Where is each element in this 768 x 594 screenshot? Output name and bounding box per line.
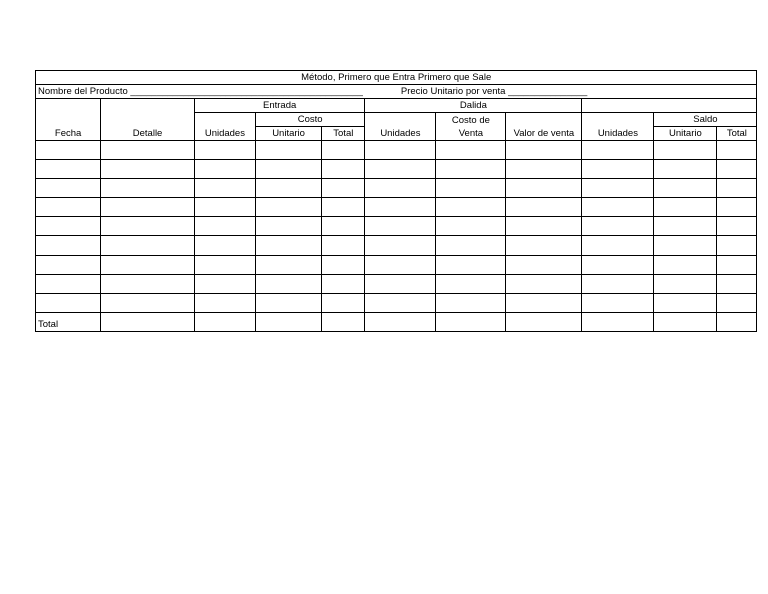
- total-cell[interactable]: [365, 312, 436, 331]
- table-cell[interactable]: [582, 293, 654, 312]
- table-cell[interactable]: [36, 179, 101, 198]
- entrada-total-header: Total: [322, 127, 365, 141]
- table-cell[interactable]: [654, 179, 717, 198]
- salida-unidades-header-mid: [365, 113, 436, 127]
- table-cell[interactable]: [36, 160, 101, 179]
- table-cell[interactable]: [506, 198, 582, 217]
- table-row: [36, 179, 757, 198]
- total-row-label: Total: [36, 312, 101, 331]
- table-cell[interactable]: [506, 160, 582, 179]
- table-cell[interactable]: [365, 217, 436, 236]
- table-row: [36, 255, 757, 274]
- table-cell[interactable]: [436, 160, 506, 179]
- salida-valor-venta-header-mid: [506, 113, 582, 127]
- table-cell[interactable]: [101, 236, 195, 255]
- fecha-header-mid: [36, 113, 101, 127]
- table-cell[interactable]: [101, 255, 195, 274]
- table-cell[interactable]: [194, 293, 255, 312]
- table-cell[interactable]: [717, 236, 757, 255]
- table-row: [36, 217, 757, 236]
- saldo-total-header: Total: [717, 127, 757, 141]
- saldo-group-header: Saldo: [654, 113, 757, 127]
- table-cell[interactable]: [436, 141, 506, 160]
- table-cell[interactable]: [582, 179, 654, 198]
- table-cell[interactable]: [717, 141, 757, 160]
- salida-valor-venta-header: Valor de venta: [506, 127, 582, 141]
- entrada-costo-header: Costo: [255, 113, 364, 127]
- table-cell[interactable]: [194, 179, 255, 198]
- entrada-unitario-header: Unitario: [255, 127, 321, 141]
- table-row: [36, 141, 757, 160]
- table-cell[interactable]: [322, 141, 365, 160]
- table-cell[interactable]: [194, 274, 255, 293]
- total-cell[interactable]: [582, 312, 654, 331]
- table-cell[interactable]: [194, 160, 255, 179]
- table-cell[interactable]: [194, 217, 255, 236]
- detalle-header-mid: [101, 113, 195, 127]
- table-cell[interactable]: [582, 255, 654, 274]
- table-cell[interactable]: [582, 141, 654, 160]
- table-cell[interactable]: [36, 141, 101, 160]
- detalle-header-top: [101, 99, 195, 113]
- table-cell[interactable]: [194, 236, 255, 255]
- table-cell[interactable]: [654, 255, 717, 274]
- total-cell[interactable]: [101, 312, 195, 331]
- table-cell[interactable]: [36, 293, 101, 312]
- total-cell[interactable]: [255, 312, 321, 331]
- table-cell[interactable]: [654, 236, 717, 255]
- table-cell[interactable]: [101, 293, 195, 312]
- page-title: Método, Primero que Entra Primero que Sale: [36, 71, 757, 85]
- table-cell[interactable]: [322, 198, 365, 217]
- table-cell[interactable]: [436, 274, 506, 293]
- table-cell[interactable]: [322, 274, 365, 293]
- table-cell[interactable]: [36, 255, 101, 274]
- table-cell[interactable]: [717, 293, 757, 312]
- table-cell[interactable]: [436, 293, 506, 312]
- table-cell[interactable]: [255, 236, 321, 255]
- table-cell[interactable]: [101, 141, 195, 160]
- table-cell[interactable]: [322, 293, 365, 312]
- table-cell[interactable]: [365, 255, 436, 274]
- table-cell[interactable]: [194, 198, 255, 217]
- table-cell[interactable]: [365, 236, 436, 255]
- table-cell[interactable]: [717, 255, 757, 274]
- table-cell[interactable]: [582, 160, 654, 179]
- table-cell[interactable]: [654, 293, 717, 312]
- saldo-unidades-header: Unidades: [582, 127, 654, 141]
- table-cell[interactable]: [255, 160, 321, 179]
- table-cell[interactable]: [506, 274, 582, 293]
- table-row: [36, 160, 757, 179]
- table-cell[interactable]: [717, 274, 757, 293]
- salida-unidades-header: Unidades: [365, 127, 436, 141]
- total-cell[interactable]: [194, 312, 255, 331]
- table-cell[interactable]: [365, 141, 436, 160]
- table-cell[interactable]: [36, 236, 101, 255]
- table-cell[interactable]: [506, 217, 582, 236]
- table-cell[interactable]: [322, 255, 365, 274]
- table-cell[interactable]: [101, 198, 195, 217]
- table-cell[interactable]: [365, 293, 436, 312]
- entrada-unidades-header-mid: [194, 113, 255, 127]
- table-cell[interactable]: [436, 198, 506, 217]
- saldo-unitario-header: Unitario: [654, 127, 717, 141]
- table-cell[interactable]: [255, 274, 321, 293]
- fecha-header: Fecha: [36, 127, 101, 141]
- total-cell[interactable]: [322, 312, 365, 331]
- table-cell[interactable]: [36, 217, 101, 236]
- salida-costo-venta-header-1: Costo de: [436, 113, 506, 127]
- table-cell[interactable]: [36, 198, 101, 217]
- detalle-header: Detalle: [101, 127, 195, 141]
- table-cell[interactable]: [506, 141, 582, 160]
- total-cell[interactable]: [717, 312, 757, 331]
- table-cell[interactable]: [322, 179, 365, 198]
- total-cell[interactable]: [436, 312, 506, 331]
- table-cell[interactable]: [654, 274, 717, 293]
- table-row: [36, 236, 757, 255]
- table-cell[interactable]: [717, 217, 757, 236]
- table-cell[interactable]: [717, 198, 757, 217]
- unit-price-line[interactable]: Precio Unitario por venta _______________: [365, 85, 757, 99]
- table-cell[interactable]: [506, 236, 582, 255]
- table-cell[interactable]: [255, 255, 321, 274]
- product-name-line[interactable]: Nombre del Producto ____________________________________________: [36, 85, 365, 99]
- table-cell[interactable]: [717, 160, 757, 179]
- table-cell[interactable]: [322, 217, 365, 236]
- table-row: [36, 274, 757, 293]
- table-cell[interactable]: [101, 179, 195, 198]
- table-cell[interactable]: [506, 293, 582, 312]
- table-cell[interactable]: [582, 274, 654, 293]
- table-cell[interactable]: [322, 160, 365, 179]
- entrada-unidades-header: Unidades: [194, 127, 255, 141]
- table-cell[interactable]: [194, 255, 255, 274]
- table-cell[interactable]: [436, 255, 506, 274]
- table-cell[interactable]: [582, 198, 654, 217]
- table-cell[interactable]: [101, 274, 195, 293]
- table-cell[interactable]: [101, 160, 195, 179]
- table-cell[interactable]: [255, 179, 321, 198]
- table-cell[interactable]: [654, 141, 717, 160]
- salida-group-header: Dalida: [365, 99, 582, 113]
- table-cell[interactable]: [436, 236, 506, 255]
- table-cell[interactable]: [654, 160, 717, 179]
- table-cell[interactable]: [582, 217, 654, 236]
- total-cell[interactable]: [506, 312, 582, 331]
- fecha-header-top: [36, 99, 101, 113]
- table-cell[interactable]: [436, 179, 506, 198]
- table-cell[interactable]: [654, 198, 717, 217]
- table-cell[interactable]: [194, 141, 255, 160]
- saldo-unidades-header-mid: [582, 113, 654, 127]
- table-cell[interactable]: [36, 274, 101, 293]
- saldo-group-header-top: [582, 99, 757, 113]
- table-row: [36, 198, 757, 217]
- table-cell[interactable]: [506, 179, 582, 198]
- table-cell[interactable]: [365, 198, 436, 217]
- table-cell[interactable]: [322, 236, 365, 255]
- table-cell[interactable]: [717, 179, 757, 198]
- table-cell[interactable]: [365, 179, 436, 198]
- table-cell[interactable]: [436, 217, 506, 236]
- fifo-inventory-table: [35, 70, 757, 332]
- table-cell[interactable]: [582, 236, 654, 255]
- table-cell[interactable]: [365, 160, 436, 179]
- total-cell[interactable]: [654, 312, 717, 331]
- table-cell[interactable]: [255, 198, 321, 217]
- table-cell[interactable]: [365, 274, 436, 293]
- table-cell[interactable]: [255, 293, 321, 312]
- table-cell[interactable]: [506, 255, 582, 274]
- salida-costo-venta-header-2: Venta: [436, 127, 506, 141]
- table-row: [36, 293, 757, 312]
- entrada-group-header: Entrada: [194, 99, 365, 113]
- table-cell[interactable]: [255, 141, 321, 160]
- table-cell[interactable]: [101, 217, 195, 236]
- table-cell[interactable]: [654, 217, 717, 236]
- table-cell[interactable]: [255, 217, 321, 236]
